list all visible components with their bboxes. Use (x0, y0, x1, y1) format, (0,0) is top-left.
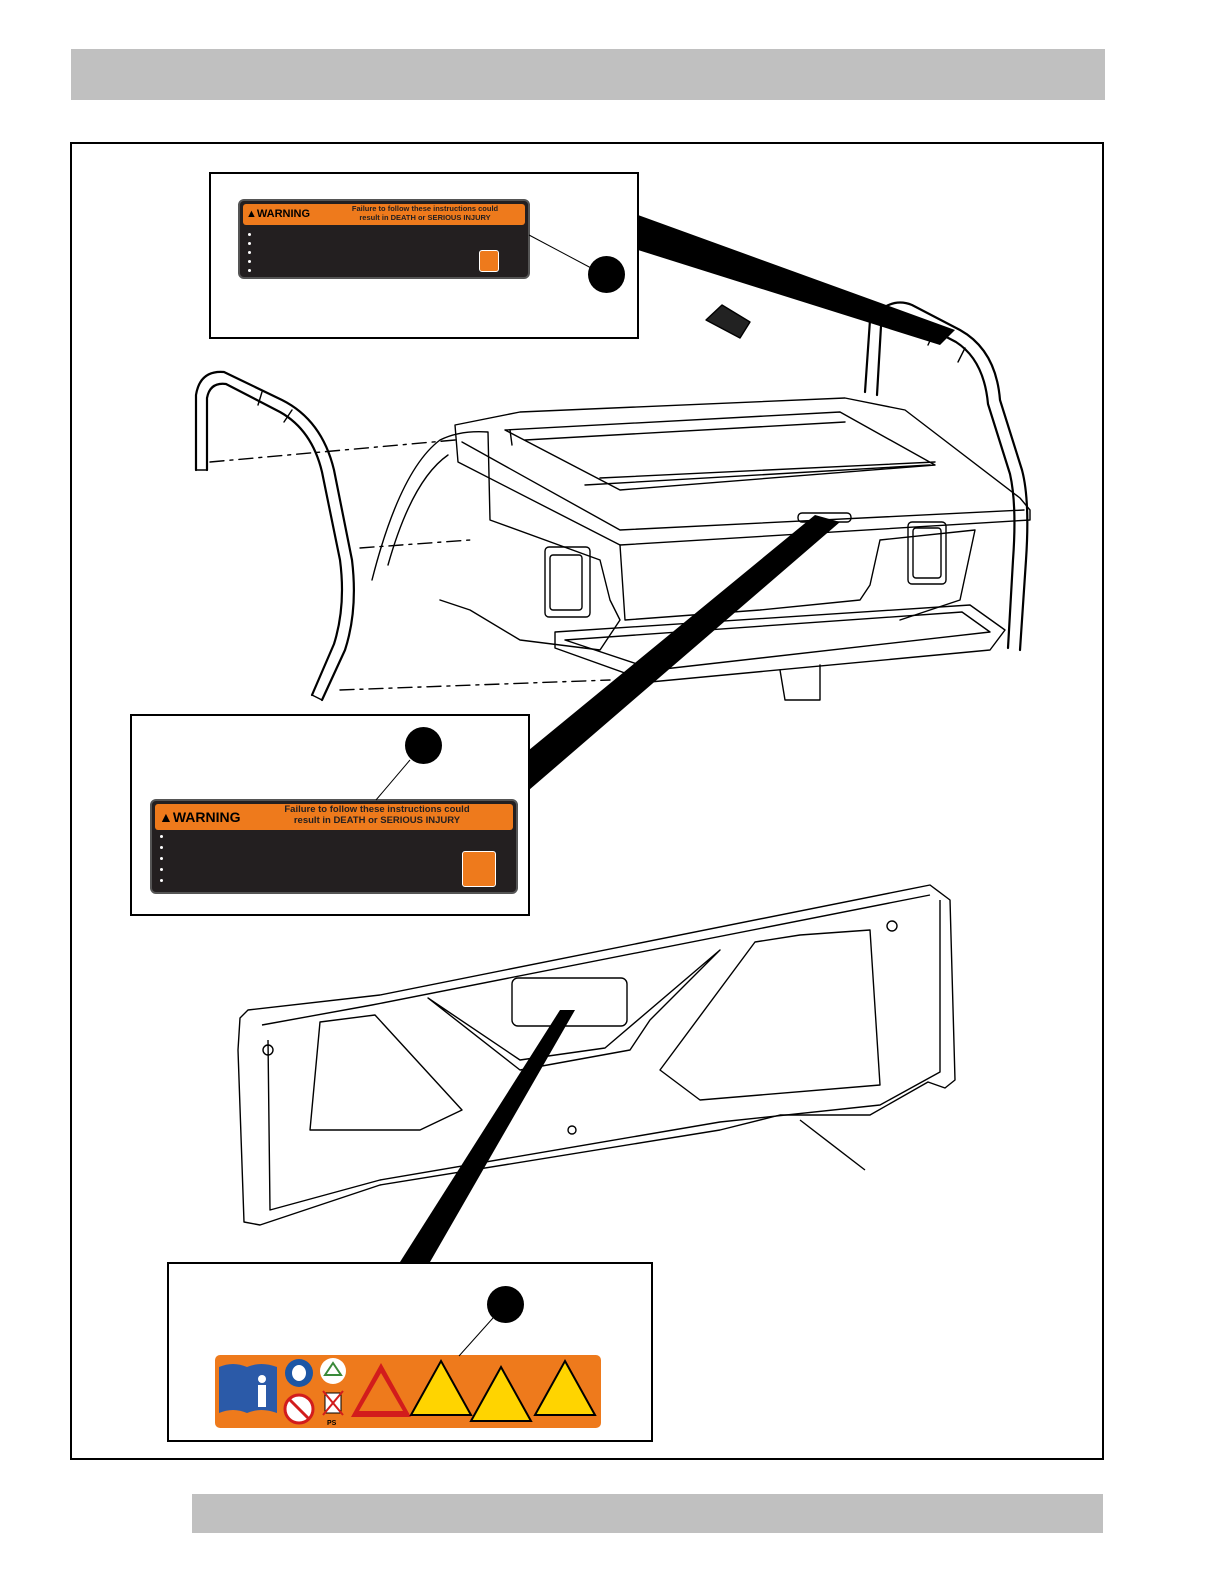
warning-line-2: result in DEATH or SERIOUS INJURY (293, 814, 461, 826)
callout-warning-decal-mid (130, 714, 530, 916)
callout-pictogram-decal (167, 1262, 653, 1442)
warning-line-1: Failure to follow these instructions could (351, 204, 499, 213)
warning-triangle-icon: ▲ (159, 809, 173, 825)
signal-word: WARNING (172, 809, 241, 825)
warning-line-1: Failure to follow these instructions could (284, 804, 470, 815)
page-footer-bar (192, 1494, 1103, 1533)
callout-warning-decal-top (209, 172, 639, 339)
warning-line-2: result in DEATH or SERIOUS INJURY (359, 212, 491, 222)
warning-triangle-icon: ▲ (246, 208, 257, 220)
right-roll-bar (865, 303, 1027, 650)
signal-word: WARNING (256, 208, 311, 220)
ps-label: PS (327, 1420, 337, 1427)
tailgate (238, 885, 955, 1225)
